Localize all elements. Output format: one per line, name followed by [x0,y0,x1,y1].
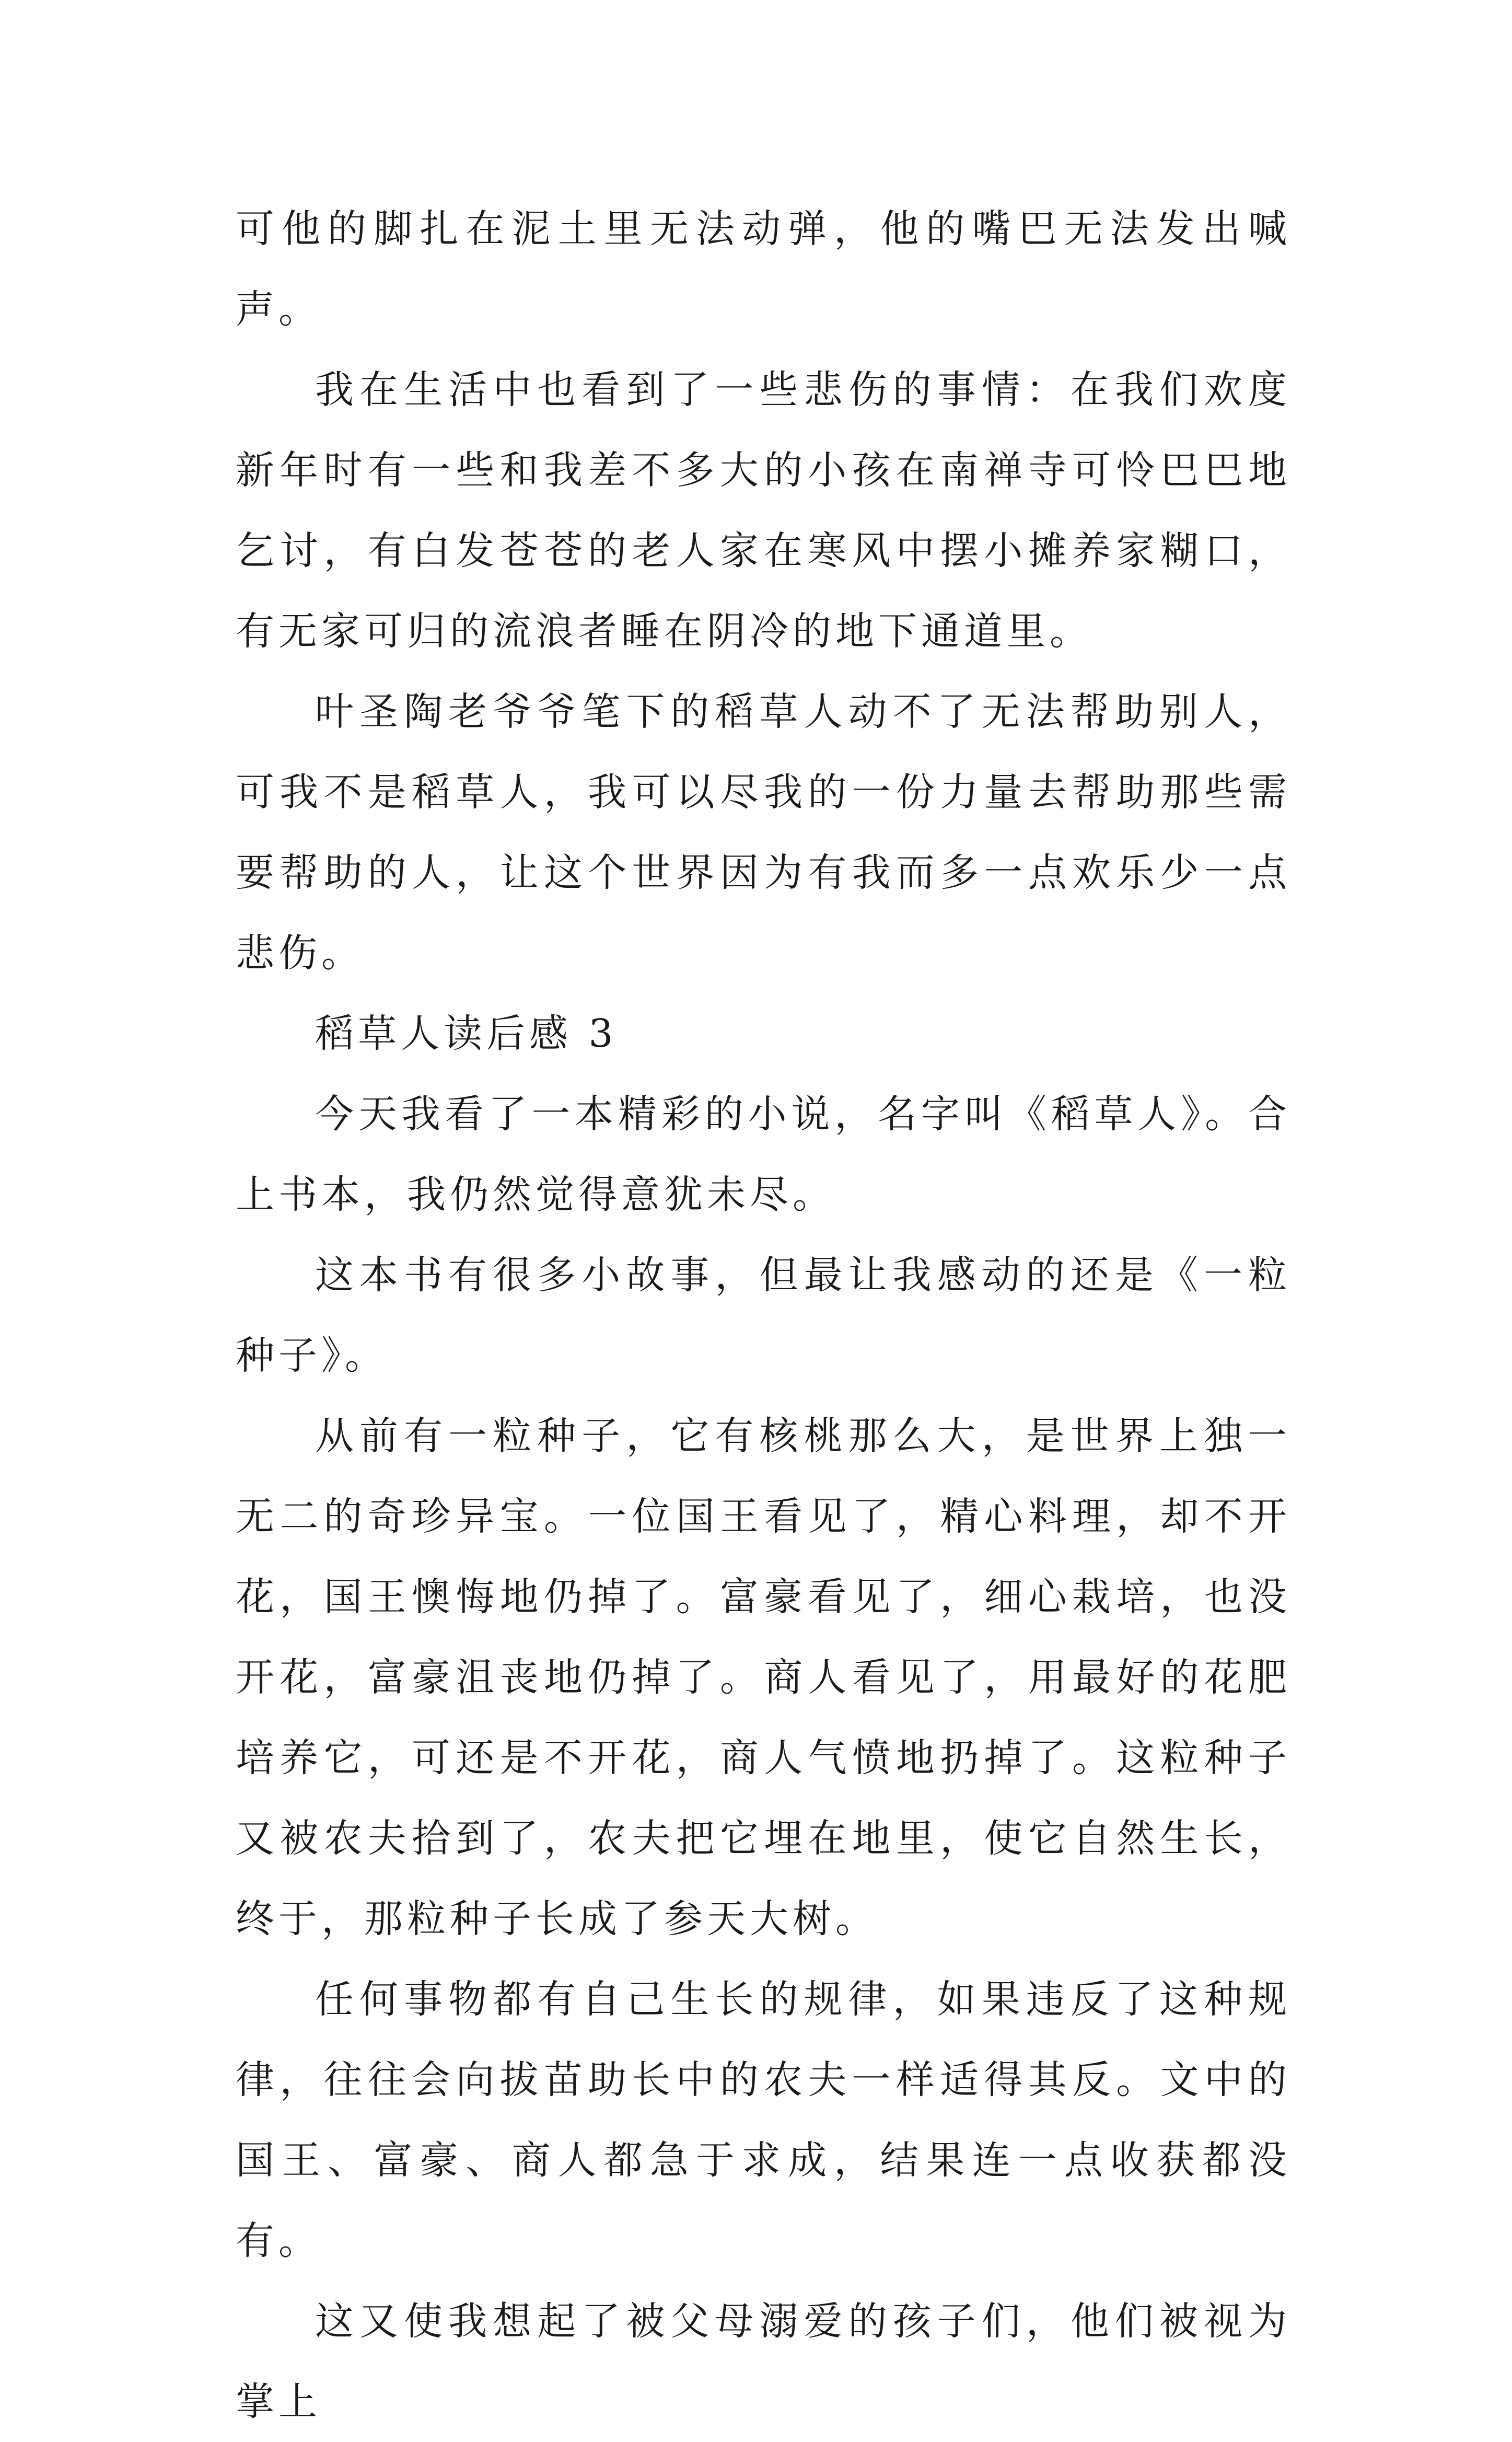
paragraph: 任何事物都有自己生长的规律，如果违反了这种规律，往往会向拔苗助长中的农夫一样适得其反。文中的国王、富豪、商人都急于求成，结果连一点收获都没有。 [236,1977,1291,2263]
paragraph: 今天我看了一本精彩的小说，名字叫《稻草人》。合上书本，我仍然觉得意犹未尽。 [236,1092,1291,1217]
section-heading: 稻草人读后感 3 [315,1011,618,1056]
paragraph: 可他的脚扎在泥土里无法动弹，他的嘴巴无法发出喊声。 [236,206,1291,332]
paragraph: 这本书有很多小故事，但最让我感动的还是《一粒种子》。 [236,1253,1291,1378]
paragraph: 从前有一粒种子，它有核桃那么大，是世界上独一无二的奇珍异宝。一位国王看见了，精心料理，却不开花，国王懊悔地仍掉了。富豪看见了，细心栽培，也没开花，富豪沮丧地仍掉了。商人看见了，用最好的花肥培养它，可还是不开花，商人气愤地扔掉了。这粒种子又被农夫拾到了，农夫把它埋在地里，使它自然生长，终于，那粒种子长成了参天大树。 [236,1414,1291,1941]
paragraph: 叶圣陶老爷爷笔下的稻草人动不了无法帮助别人，可我不是稻草人，我可以尽我的一份力量去帮助那些需要帮助的人，让这个世界因为有我而多一点欢乐少一点悲伤。 [236,689,1291,976]
document-body [236,189,1291,2442]
paragraph: 这又使我想起了被父母溺爱的孩子们，他们被视为掌上 [236,2299,1291,2424]
paragraph: 我在生活中也看到了一些悲伤的事情：在我们欢度新年时有一些和我差不多大的小孩在南禅寺可怜巴巴地乞讨，有白发苍苍的老人家在寒风中摆小摊养家糊口，有无家可归的流浪者睡在阴冷的地下通道里。 [236,367,1291,654]
